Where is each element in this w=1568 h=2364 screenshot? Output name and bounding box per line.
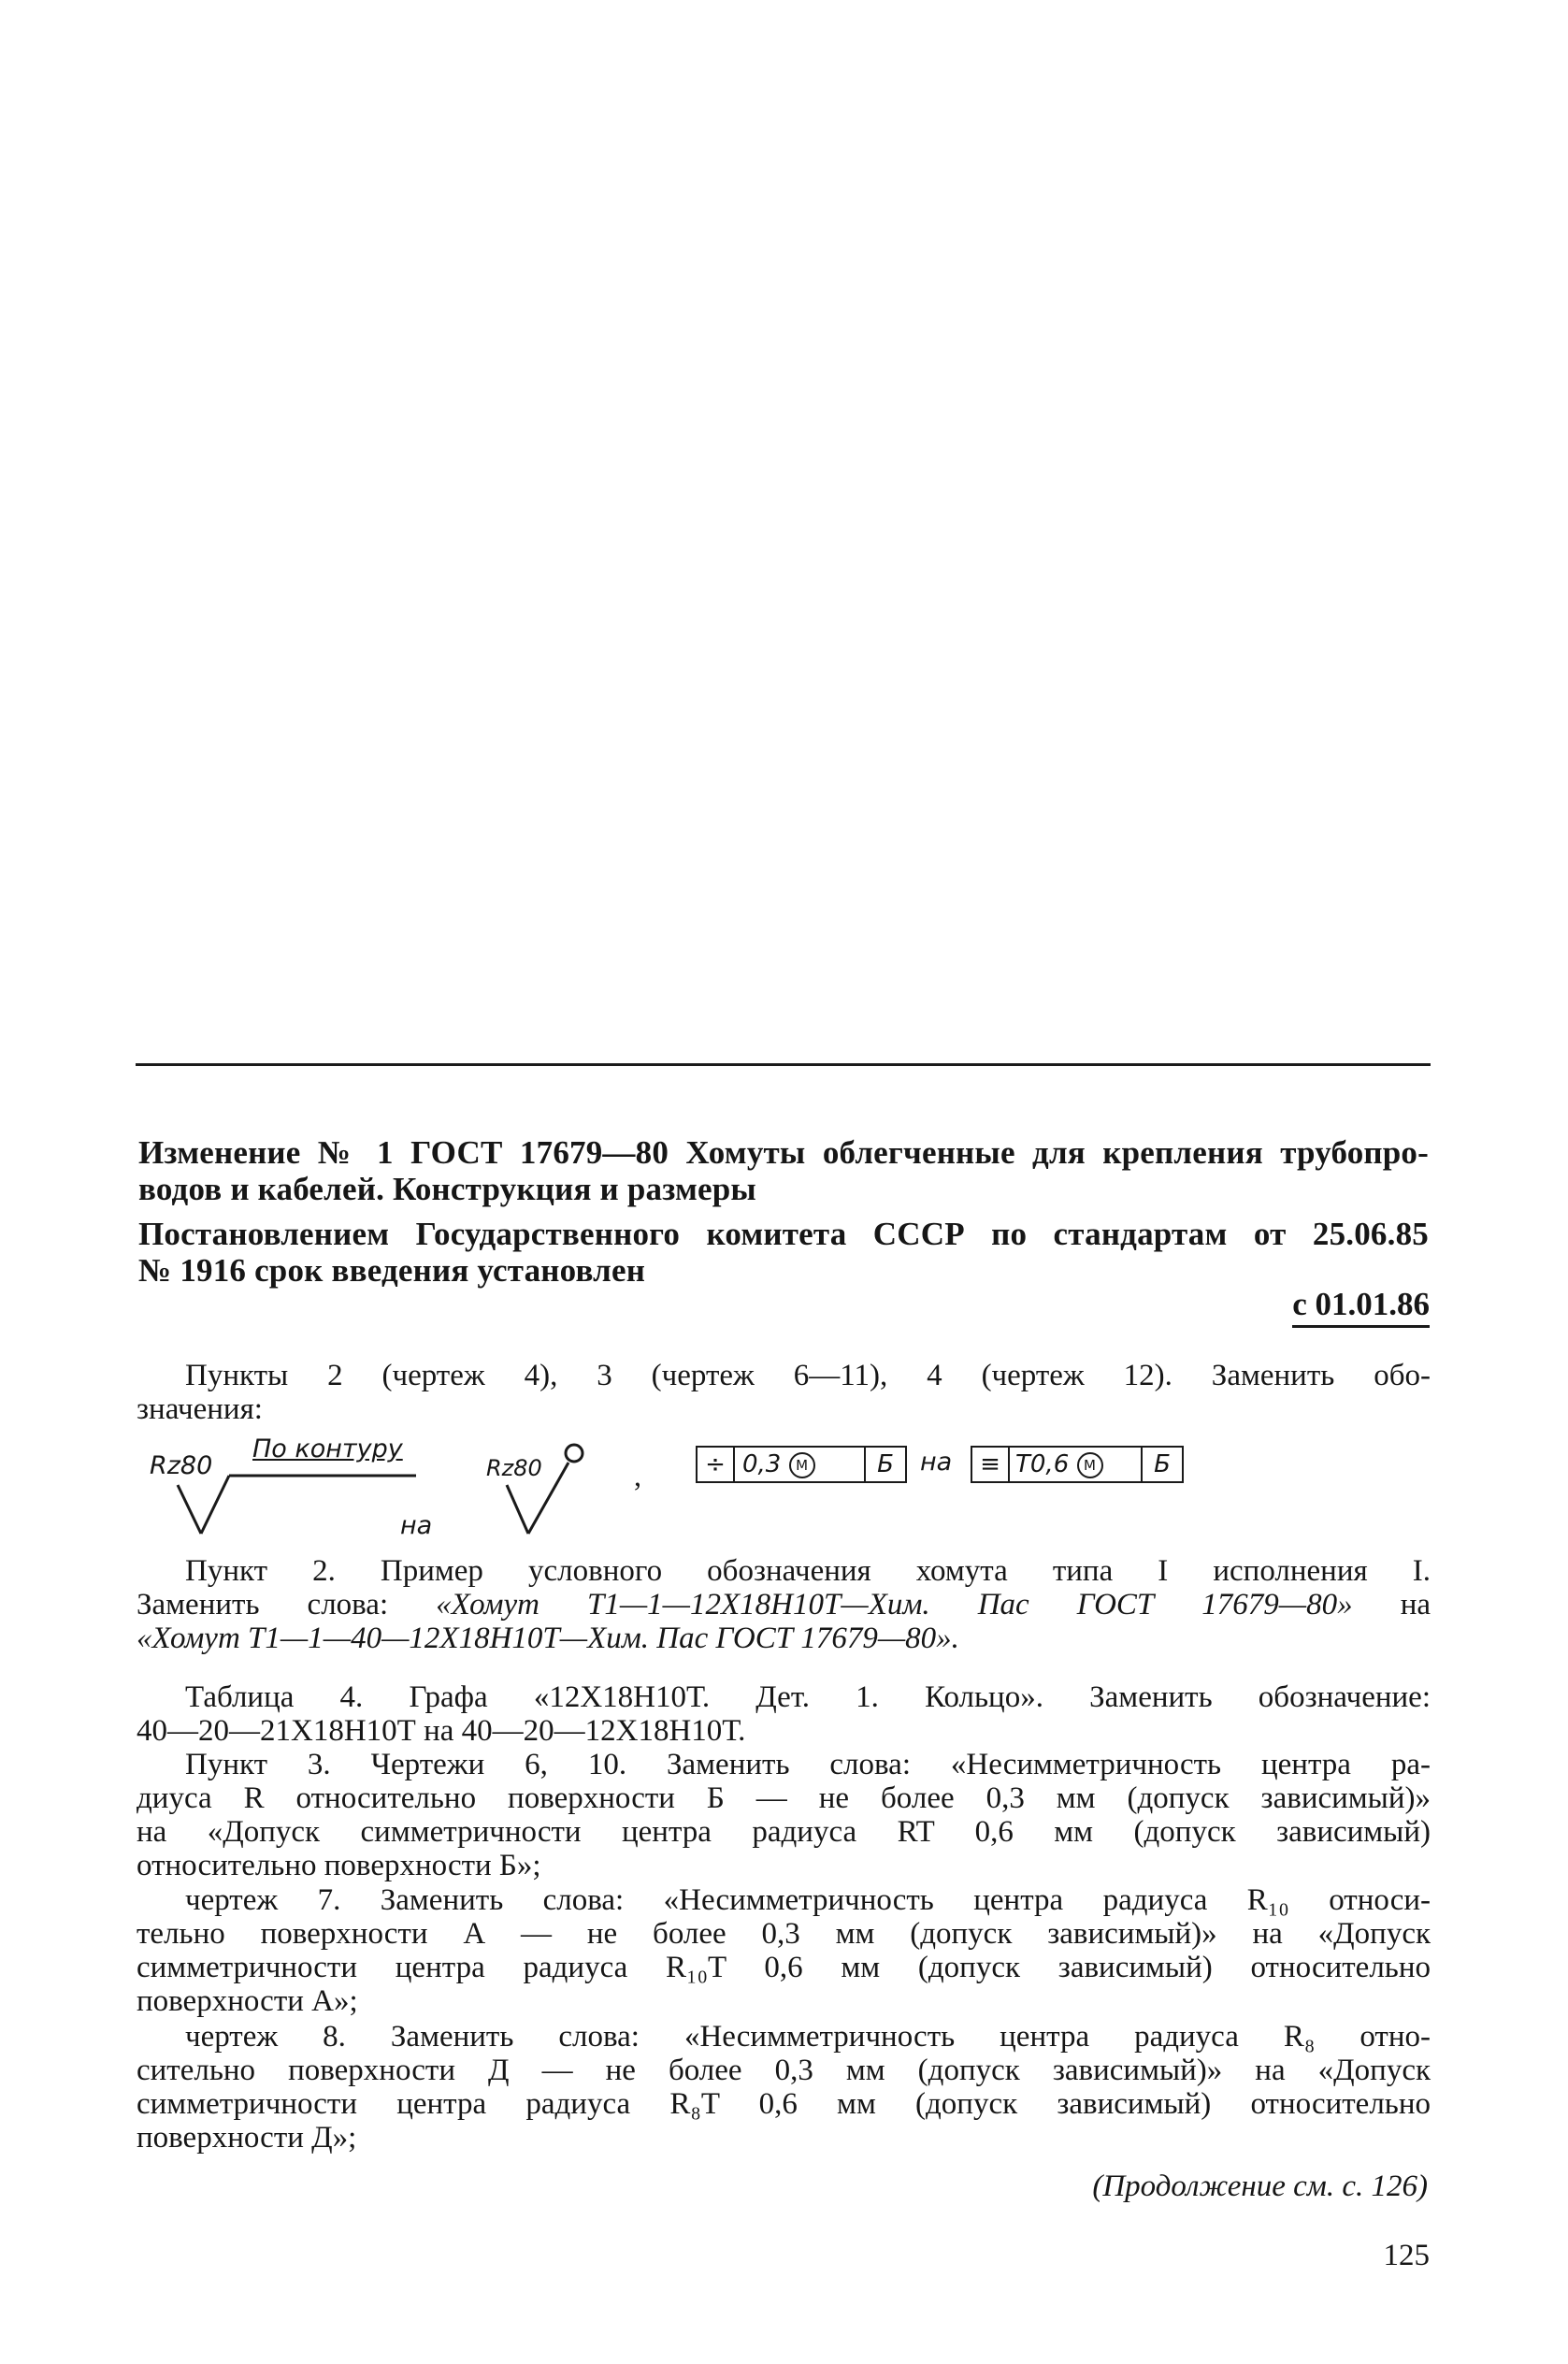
point-3-line-1: Пункт 3. Чертежи 6, 10. Заменить слова: «Несимметричность центра ра- bbox=[185, 1748, 1431, 1781]
drawing-8-line-3: симметричности центра радиуса R₈T 0,6 мм (допуск зависимый) относительно bbox=[137, 2087, 1431, 2121]
drawing-8-line-2: сительно поверхности Д — не более 0,3 мм (допуск зависимый)» на «Допуск bbox=[137, 2054, 1431, 2087]
effective-date: с 01.01.86 bbox=[1292, 1286, 1430, 1328]
word-na-2: на bbox=[920, 1448, 953, 1477]
tolerance-value-new bbox=[1010, 1448, 1143, 1481]
drawing-7-line-3: симметричности центра радиуса R₁₀T 0,6 мм (допуск зависимый) относительно bbox=[137, 1951, 1431, 1984]
drawing-7-line-4: поверхности А»; bbox=[137, 1984, 358, 2018]
drawing-8 bbox=[137, 2020, 1431, 2155]
point-2-old-designation: «Хомут Т1—1—12Х18Н10Т—Хим. Пас ГОСТ 17679—80» bbox=[436, 1588, 1353, 1622]
modifier-new: M bbox=[1077, 1452, 1103, 1478]
roughness-value-old: Rz80 bbox=[150, 1451, 213, 1480]
table-4-line-1: Таблица 4. Графа «12Х18Н10Т. Дет. 1. Кольцо». Заменить обозначение: bbox=[185, 1680, 1431, 1714]
drawing-8-line-1: чертеж 8. Заменить слова: «Несимметричность центра радиуса R₈ отно- bbox=[185, 2020, 1431, 2054]
drawing-7-line-2: тельно поверхности А — не более 0,3 мм (допуск зависимый)» на «Допуск bbox=[137, 1917, 1431, 1951]
tolerance-number-old: 0,3 bbox=[742, 1450, 782, 1478]
continuation-note: (Продолжение см. с. 126) bbox=[1092, 2169, 1428, 2203]
point-3-line-2: диуса R относительно поверхности Б — не более 0,3 мм (допуск зависимый)» bbox=[137, 1781, 1431, 1815]
point-2-replace-words: Заменить слова: bbox=[137, 1588, 437, 1622]
tolerance-value-old bbox=[735, 1448, 866, 1481]
modifier-old: M bbox=[789, 1452, 815, 1478]
point-3-line-3: на «Допуск симметричности центра радиуса RT 0,6 мм (допуск зависимый) bbox=[137, 1815, 1431, 1849]
point-2-na: на bbox=[1352, 1588, 1431, 1622]
comma: , bbox=[634, 1459, 641, 1492]
intro-line-1: Пункты 2 (чертеж 4), 3 (чертеж 6—11), 4 (чертеж 12). Заменить обо- bbox=[185, 1359, 1431, 1392]
decree bbox=[138, 1216, 1429, 1289]
tolerance-frame-new bbox=[971, 1446, 1184, 1483]
point-3 bbox=[137, 1748, 1431, 1882]
datum-new: Б bbox=[1154, 1450, 1171, 1478]
amendment-title bbox=[138, 1134, 1429, 1207]
title-line-1: Изменение № 1 ГОСТ 17679—80 Хомуты облегченные для крепления трубопро- bbox=[138, 1134, 1429, 1171]
symmetry-sign-new: ≡ bbox=[972, 1448, 1010, 1481]
top-rule bbox=[136, 1063, 1431, 1066]
decree-line-2: № 1916 срок введения установлен bbox=[138, 1252, 646, 1289]
symmetry-sign-old: ÷ bbox=[698, 1448, 735, 1481]
intro-line-2: значения: bbox=[137, 1392, 263, 1426]
page-number: 125 bbox=[1383, 2239, 1430, 2272]
drawing-7-line-1: чертеж 7. Заменить слова: «Несимметричность центра радиуса R₁₀ относи- bbox=[185, 1883, 1431, 1917]
tolerance-number-new: Т0,6 bbox=[1015, 1450, 1070, 1478]
datum-old: Б bbox=[877, 1450, 894, 1478]
point-2-new-designation: «Хомут Т1—1—40—12Х18Н10Т—Хим. Пас ГОСТ 17679—80». bbox=[137, 1622, 959, 1655]
roughness-value-new: Rz80 bbox=[486, 1455, 542, 1481]
symbols-row bbox=[150, 1434, 1440, 1552]
point-2-line-1: Пункт 2. Пример условного обозначения хомута типа I исполнения I. bbox=[185, 1554, 1431, 1588]
word-na-1: на bbox=[400, 1511, 433, 1540]
roughness-note-old: По контуру bbox=[252, 1434, 403, 1463]
table-4-line-2: 40—20—21Х18Н10Т на 40—20—12Х18Н10Т. bbox=[137, 1714, 746, 1748]
drawing-7 bbox=[137, 1883, 1431, 2018]
intro-paragraph bbox=[137, 1359, 1431, 1426]
table-4 bbox=[137, 1680, 1431, 1748]
tolerance-frame-old bbox=[696, 1446, 907, 1483]
decree-line-1: Постановлением Государственного комитета СССР по стандартам от 25.06.85 bbox=[138, 1216, 1429, 1252]
point-2-line-2 bbox=[137, 1588, 1431, 1622]
point-3-line-4: относительно поверхности Б»; bbox=[137, 1849, 541, 1882]
title-line-2: водов и кабелей. Конструкция и размеры bbox=[138, 1171, 756, 1207]
point-2 bbox=[137, 1554, 1431, 1655]
drawing-8-line-4: поверхности Д»; bbox=[137, 2121, 357, 2155]
